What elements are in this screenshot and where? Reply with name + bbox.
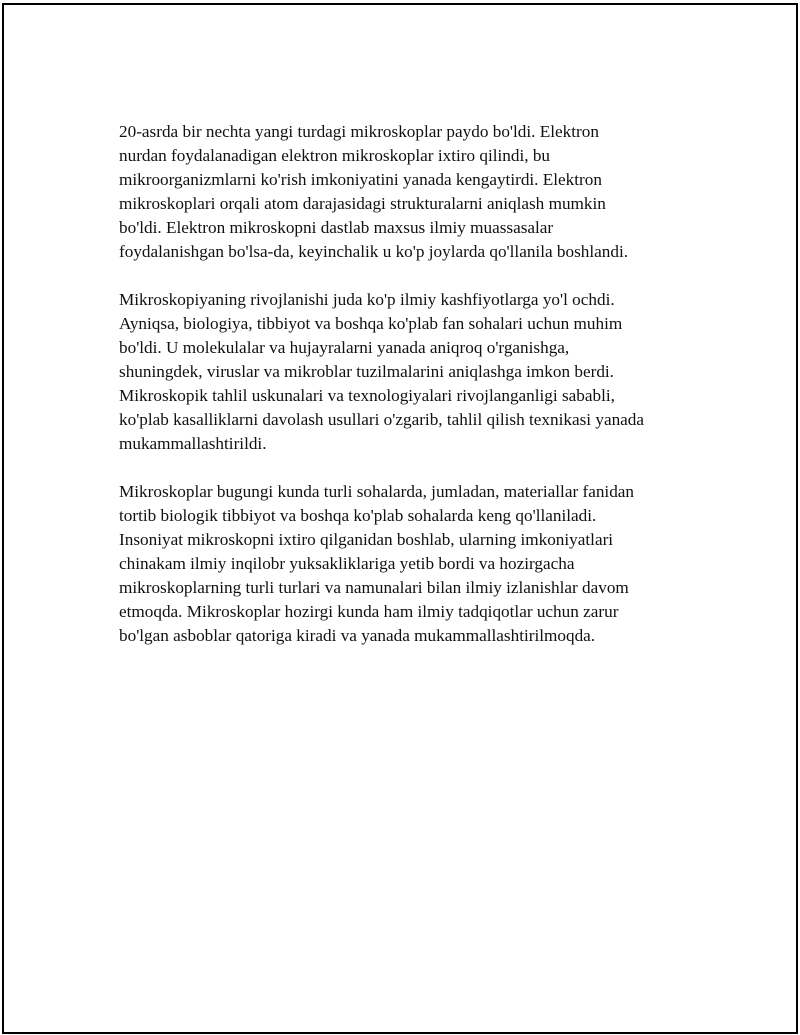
paragraph-line: mikroorganizmlarni ko'rish imkoniyatini yanada kengaytirdi. Elektron — [119, 170, 602, 189]
paragraph-line: etmoqda. Mikroskoplar hozirgi kunda ham ilmiy tadqiqotlar uchun zarur — [119, 602, 619, 621]
document-body — [119, 120, 694, 672]
paragraph-line: Insoniyat mikroskopni ixtiro qilganidan boshlab, ularning imkoniyatlari — [119, 530, 614, 549]
paragraph-line: Mikroskoplar bugungi kunda turli sohalarda, jumladan, materiallar fanidan — [119, 482, 635, 501]
paragraph-line: tortib biologik tibbiyot va boshqa ko'plab sohalarda keng qo'llaniladi. — [119, 506, 597, 525]
paragraph-line: Mikroskopik tahlil uskunalari va texnologiyalari rivojlanganligi sababli, — [119, 386, 615, 405]
paragraph-line: Mikroskopiyaning rivojlanishi juda ko'p ilmiy kashfiyotlarga yo'l ochdi. — [119, 290, 615, 309]
paragraph-line: Ayniqsa, biologiya, tibbiyot va boshqa ko'plab fan sohalari uchun muhim — [119, 314, 623, 333]
paragraph-3 — [119, 480, 694, 648]
paragraph-line: mikroskoplarning turli turlari va namunalari bilan ilmiy izlanishlar davom — [119, 578, 629, 597]
paragraph-2 — [119, 288, 694, 456]
paragraph-line: bo'ldi. U molekulalar va hujayralarni yanada aniqroq o'rganishga, — [119, 338, 570, 357]
paragraph-line: foydalanishgan bo'lsa-da, keyinchalik u ko'p joylarda qo'llanila boshlandi. — [119, 242, 629, 261]
paragraph-line: chinakam ilmiy inqilobr yuksakliklariga yetib bordi va hozirgacha — [119, 554, 575, 573]
paragraph-line: bo'lgan asboblar qatoriga kiradi va yanada mukammallashtirilmoqda. — [119, 626, 596, 645]
document-page — [2, 3, 798, 1034]
paragraph-1 — [119, 120, 694, 264]
paragraph-line: ko'plab kasalliklarni davolash usullari o'zgarib, tahlil qilish texnikasi yanada — [119, 410, 645, 429]
paragraph-line: shuningdek, viruslar va mikroblar tuzilmalarini aniqlashga imkon berdi. — [119, 362, 614, 381]
paragraph-line: nurdan foydalanadigan elektron mikroskoplar ixtiro qilindi, bu — [119, 146, 551, 165]
paragraph-line: mukammallashtirildi. — [119, 434, 267, 453]
paragraph-line: mikroskoplari orqali atom darajasidagi strukturalarni aniqlash mumkin — [119, 194, 606, 213]
paragraph-line: bo'ldi. Elektron mikroskopni dastlab maxsus ilmiy muassasalar — [119, 218, 554, 237]
paragraph-line: 20-asrda bir nechta yangi turdagi mikroskoplar paydo bo'ldi. Elektron — [119, 122, 599, 141]
